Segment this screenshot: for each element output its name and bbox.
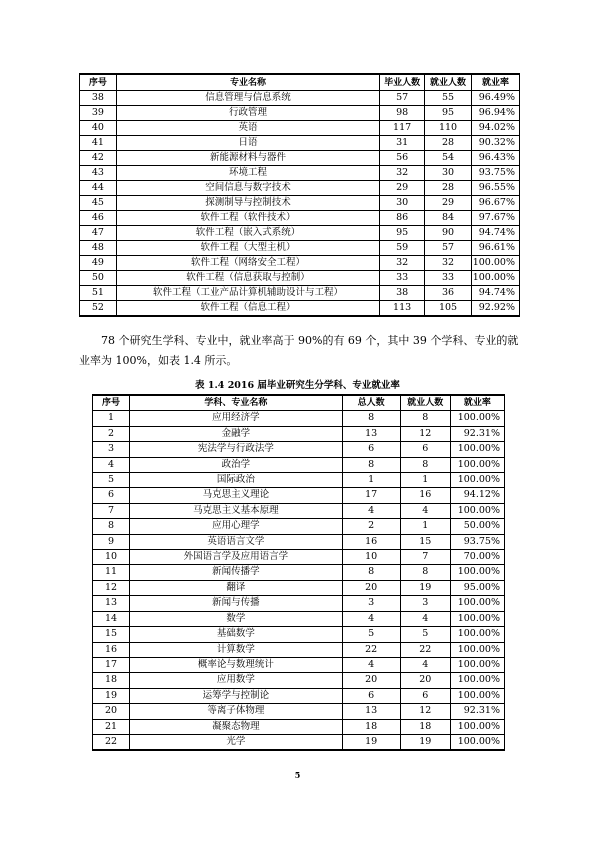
table-cell: 57	[425, 241, 472, 256]
table-cell: 47	[80, 226, 117, 241]
header-cell: 就业率	[471, 74, 519, 91]
employment-table-majors	[79, 73, 520, 317]
table-cell: 8	[342, 411, 400, 426]
header-cell: 就业率	[450, 395, 504, 411]
table-cell: 90	[425, 226, 472, 241]
table-cell: 基础数学	[130, 627, 343, 642]
table-cell: 96.94%	[471, 106, 519, 121]
table-cell: 2	[342, 519, 400, 534]
table-cell: 15	[93, 627, 130, 642]
table-row	[80, 256, 520, 271]
table-cell: 32	[380, 166, 425, 181]
table-cell: 8	[342, 457, 400, 472]
page-number: 5	[294, 770, 301, 780]
table-row	[80, 286, 520, 301]
table-cell: 38	[380, 286, 425, 301]
header-cell: 总人数	[342, 395, 400, 411]
table-cell: 20	[400, 673, 450, 688]
table-cell: 100.00%	[450, 657, 504, 672]
table-cell: 等离子体物理	[130, 704, 343, 719]
table-cell: 6	[93, 488, 130, 503]
table-row	[93, 657, 505, 672]
table-cell: 16	[400, 488, 450, 503]
table-row	[93, 503, 505, 518]
table-row	[93, 426, 505, 441]
table-cell: 45	[80, 196, 117, 211]
table-cell: 软件工程（网络安全工程）	[116, 256, 379, 271]
table-cell: 外国语言学及应用语言学	[130, 550, 343, 565]
table-cell: 29	[380, 181, 425, 196]
table-cell: 21	[93, 719, 130, 734]
header-cell: 序号	[93, 395, 130, 411]
table-row	[93, 442, 505, 457]
table-row	[93, 457, 505, 472]
table-cell: 8	[400, 411, 450, 426]
table-cell: 100.00%	[450, 673, 504, 688]
table-cell: 92.31%	[450, 704, 504, 719]
table-cell: 马克思主义基本原理	[130, 503, 343, 518]
table-cell: 4	[342, 611, 400, 626]
table-cell: 4	[400, 503, 450, 518]
table-cell: 15	[400, 534, 450, 549]
table-cell: 数学	[130, 611, 343, 626]
table-cell: 新闻传播学	[130, 565, 343, 580]
table-cell: 应用数学	[130, 673, 343, 688]
table-cell: 软件工程（大型主机）	[116, 241, 379, 256]
table-cell: 110	[425, 121, 472, 136]
table-row	[80, 136, 520, 151]
table-row	[80, 106, 520, 121]
table-cell: 100.00%	[450, 442, 504, 457]
table-row	[93, 411, 505, 426]
table-cell: 96.49%	[471, 91, 519, 106]
table-cell: 96.67%	[471, 196, 519, 211]
table-row	[93, 734, 505, 750]
table-cell: 政治学	[130, 457, 343, 472]
table-cell: 8	[342, 565, 400, 580]
table-cell: 3	[93, 442, 130, 457]
table-row	[93, 534, 505, 549]
table-cell: 57	[380, 91, 425, 106]
table-row	[80, 301, 520, 317]
table-cell: 英语	[116, 121, 379, 136]
table-row	[93, 565, 505, 580]
table-cell: 6	[400, 442, 450, 457]
table-cell: 44	[80, 181, 117, 196]
table-header-row	[80, 74, 520, 91]
table-cell: 16	[93, 642, 130, 657]
table-cell: 95	[425, 106, 472, 121]
table-header-row	[93, 395, 505, 411]
table-cell: 94.74%	[471, 286, 519, 301]
table-cell: 5	[93, 473, 130, 488]
table-cell: 28	[425, 181, 472, 196]
table-cell: 70.00%	[450, 550, 504, 565]
table-row	[80, 166, 520, 181]
table-row	[93, 580, 505, 595]
table-cell: 日语	[116, 136, 379, 151]
table-cell: 100.00%	[450, 596, 504, 611]
table-cell: 20	[93, 704, 130, 719]
table-cell: 105	[425, 301, 472, 317]
table-cell: 92.92%	[471, 301, 519, 317]
table-cell: 100.00%	[450, 627, 504, 642]
table-row	[93, 704, 505, 719]
table-cell: 光学	[130, 734, 343, 750]
table-cell: 12	[400, 704, 450, 719]
table-cell: 31	[380, 136, 425, 151]
header-cell: 学科、专业名称	[130, 395, 343, 411]
table-cell: 30	[425, 166, 472, 181]
table-cell: 36	[425, 286, 472, 301]
table-row	[80, 181, 520, 196]
table-cell: 宪法学与行政法学	[130, 442, 343, 457]
table-cell: 14	[93, 611, 130, 626]
table-cell: 新能源材料与器件	[116, 151, 379, 166]
table-cell: 10	[93, 550, 130, 565]
table-cell: 95	[380, 226, 425, 241]
table-cell: 98	[380, 106, 425, 121]
table-cell: 金融学	[130, 426, 343, 441]
table-cell: 4	[400, 657, 450, 672]
table-cell: 100.00%	[450, 473, 504, 488]
table-cell: 84	[425, 211, 472, 226]
table-cell: 5	[342, 627, 400, 642]
table-cell: 22	[342, 642, 400, 657]
table-row	[80, 196, 520, 211]
table-cell: 39	[80, 106, 117, 121]
table-row	[80, 211, 520, 226]
table-row	[93, 719, 505, 734]
table-cell: 概率论与数理统计	[130, 657, 343, 672]
table-cell: 9	[93, 534, 130, 549]
table-cell: 22	[400, 642, 450, 657]
table-cell: 28	[425, 136, 472, 151]
table-cell: 19	[400, 734, 450, 750]
table-cell: 33	[425, 271, 472, 286]
table-cell: 54	[425, 151, 472, 166]
table-cell: 空间信息与数字技术	[116, 181, 379, 196]
table-cell: 50	[80, 271, 117, 286]
table-row	[80, 271, 520, 286]
table-cell: 19	[93, 688, 130, 703]
table-cell: 软件工程（嵌入式系统）	[116, 226, 379, 241]
table-cell: 8	[93, 519, 130, 534]
table-cell: 92.31%	[450, 426, 504, 441]
table-cell: 计算数学	[130, 642, 343, 657]
table-cell: 4	[342, 503, 400, 518]
table-cell: 新闻与传播	[130, 596, 343, 611]
table-cell: 41	[80, 136, 117, 151]
table-cell: 100.00%	[450, 719, 504, 734]
table-cell: 1	[93, 411, 130, 426]
table-cell: 行政管理	[116, 106, 379, 121]
table-row	[93, 488, 505, 503]
table-cell: 6	[342, 688, 400, 703]
table-cell: 10	[342, 550, 400, 565]
table-cell: 49	[80, 256, 117, 271]
table-cell: 46	[80, 211, 117, 226]
table-cell: 90.32%	[471, 136, 519, 151]
table-row	[93, 550, 505, 565]
table-cell: 93.75%	[471, 166, 519, 181]
table-cell: 32	[380, 256, 425, 271]
table-cell: 94.12%	[450, 488, 504, 503]
table-cell: 1	[342, 473, 400, 488]
table-cell: 52	[80, 301, 117, 317]
table-cell: 33	[380, 271, 425, 286]
table-row	[80, 151, 520, 166]
table-cell: 100.00%	[450, 688, 504, 703]
table-cell: 4	[400, 611, 450, 626]
table-cell: 100.00%	[471, 256, 519, 271]
table-cell: 51	[80, 286, 117, 301]
table-cell: 应用经济学	[130, 411, 343, 426]
table-cell: 12	[400, 426, 450, 441]
table-cell: 100.00%	[450, 734, 504, 750]
table-cell: 93.75%	[450, 534, 504, 549]
table-cell: 1	[400, 473, 450, 488]
table-row	[80, 91, 520, 106]
table-cell: 113	[380, 301, 425, 317]
table-cell: 13	[342, 426, 400, 441]
table-cell: 18	[93, 673, 130, 688]
table-cell: 117	[380, 121, 425, 136]
table-cell: 18	[342, 719, 400, 734]
table-cell: 20	[342, 673, 400, 688]
table-cell: 13	[93, 596, 130, 611]
table-cell: 探测制导与控制技术	[116, 196, 379, 211]
table-row	[93, 688, 505, 703]
table-cell: 8	[400, 457, 450, 472]
table-cell: 42	[80, 151, 117, 166]
table-cell: 96.55%	[471, 181, 519, 196]
table-cell: 100.00%	[450, 565, 504, 580]
table-cell: 英语语言文学	[130, 534, 343, 549]
table-cell: 95.00%	[450, 580, 504, 595]
table-cell: 94.02%	[471, 121, 519, 136]
table-cell: 94.74%	[471, 226, 519, 241]
table-cell: 100.00%	[471, 271, 519, 286]
table-cell: 12	[93, 580, 130, 595]
table-row	[93, 519, 505, 534]
table-cell: 翻译	[130, 580, 343, 595]
table-cell: 97.67%	[471, 211, 519, 226]
table-cell: 4	[342, 657, 400, 672]
employment-table-disciplines	[92, 394, 505, 751]
table-cell: 32	[425, 256, 472, 271]
table-cell: 软件工程（软件技术）	[116, 211, 379, 226]
table-cell: 43	[80, 166, 117, 181]
table-cell: 55	[425, 91, 472, 106]
table-cell: 软件工程（信息获取与控制）	[116, 271, 379, 286]
table-cell: 凝聚态物理	[130, 719, 343, 734]
table-cell: 6	[400, 688, 450, 703]
table-cell: 信息管理与信息系统	[116, 91, 379, 106]
table-cell: 38	[80, 91, 117, 106]
table-cell: 3	[342, 596, 400, 611]
table-cell: 29	[425, 196, 472, 211]
table-cell: 环境工程	[116, 166, 379, 181]
header-cell: 序号	[80, 74, 117, 91]
table-cell: 96.61%	[471, 241, 519, 256]
table-cell: 3	[400, 596, 450, 611]
table-cell: 7	[400, 550, 450, 565]
table-cell: 17	[342, 488, 400, 503]
table-cell: 16	[342, 534, 400, 549]
table-cell: 19	[342, 734, 400, 750]
table-cell: 100.00%	[450, 411, 504, 426]
table-cell: 应用心理学	[130, 519, 343, 534]
table-cell: 18	[400, 719, 450, 734]
table-row	[80, 241, 520, 256]
table-cell: 56	[380, 151, 425, 166]
table-row	[93, 611, 505, 626]
header-cell: 就业人数	[400, 395, 450, 411]
table-cell: 7	[93, 503, 130, 518]
table-row	[93, 642, 505, 657]
table-cell: 马克思主义理论	[130, 488, 343, 503]
header-cell: 就业人数	[425, 74, 472, 91]
table-cell: 86	[380, 211, 425, 226]
table-cell: 19	[400, 580, 450, 595]
table-cell: 5	[400, 627, 450, 642]
table-cell: 8	[400, 565, 450, 580]
table-cell: 59	[380, 241, 425, 256]
table-cell: 4	[93, 457, 130, 472]
table-row	[80, 121, 520, 136]
table-cell: 22	[93, 734, 130, 750]
table-cell: 100.00%	[450, 457, 504, 472]
table-cell: 软件工程（工业产品计算机辅助设计与工程）	[116, 286, 379, 301]
table-cell: 100.00%	[450, 503, 504, 518]
table-cell: 6	[342, 442, 400, 457]
table-row	[93, 473, 505, 488]
table-row	[93, 673, 505, 688]
table-row	[93, 596, 505, 611]
table-cell: 30	[380, 196, 425, 211]
table-cell: 50.00%	[450, 519, 504, 534]
table-cell: 96.43%	[471, 151, 519, 166]
table-cell: 11	[93, 565, 130, 580]
table-cell: 13	[342, 704, 400, 719]
table-row	[80, 226, 520, 241]
table-cell: 国际政治	[130, 473, 343, 488]
header-cell: 专业名称	[116, 74, 379, 91]
table-cell: 1	[400, 519, 450, 534]
table-cell: 100.00%	[450, 611, 504, 626]
table-row	[93, 627, 505, 642]
table-caption: 表 1.4 2016 届毕业研究生分学科、专业就业率	[195, 380, 400, 391]
summary-paragraph: 78 个研究生学科、专业中，就业率高于 90%的有 69 个，其中 39 个学科、专业的就业率为 100%，如表 1.4 所示。	[79, 334, 519, 367]
table-cell: 2	[93, 426, 130, 441]
table-cell: 48	[80, 241, 117, 256]
table-cell: 17	[93, 657, 130, 672]
table-cell: 20	[342, 580, 400, 595]
header-cell: 毕业人数	[380, 74, 425, 91]
table-cell: 100.00%	[450, 642, 504, 657]
table-cell: 运筹学与控制论	[130, 688, 343, 703]
table-cell: 40	[80, 121, 117, 136]
table-cell: 软件工程（信息工程）	[116, 301, 379, 317]
